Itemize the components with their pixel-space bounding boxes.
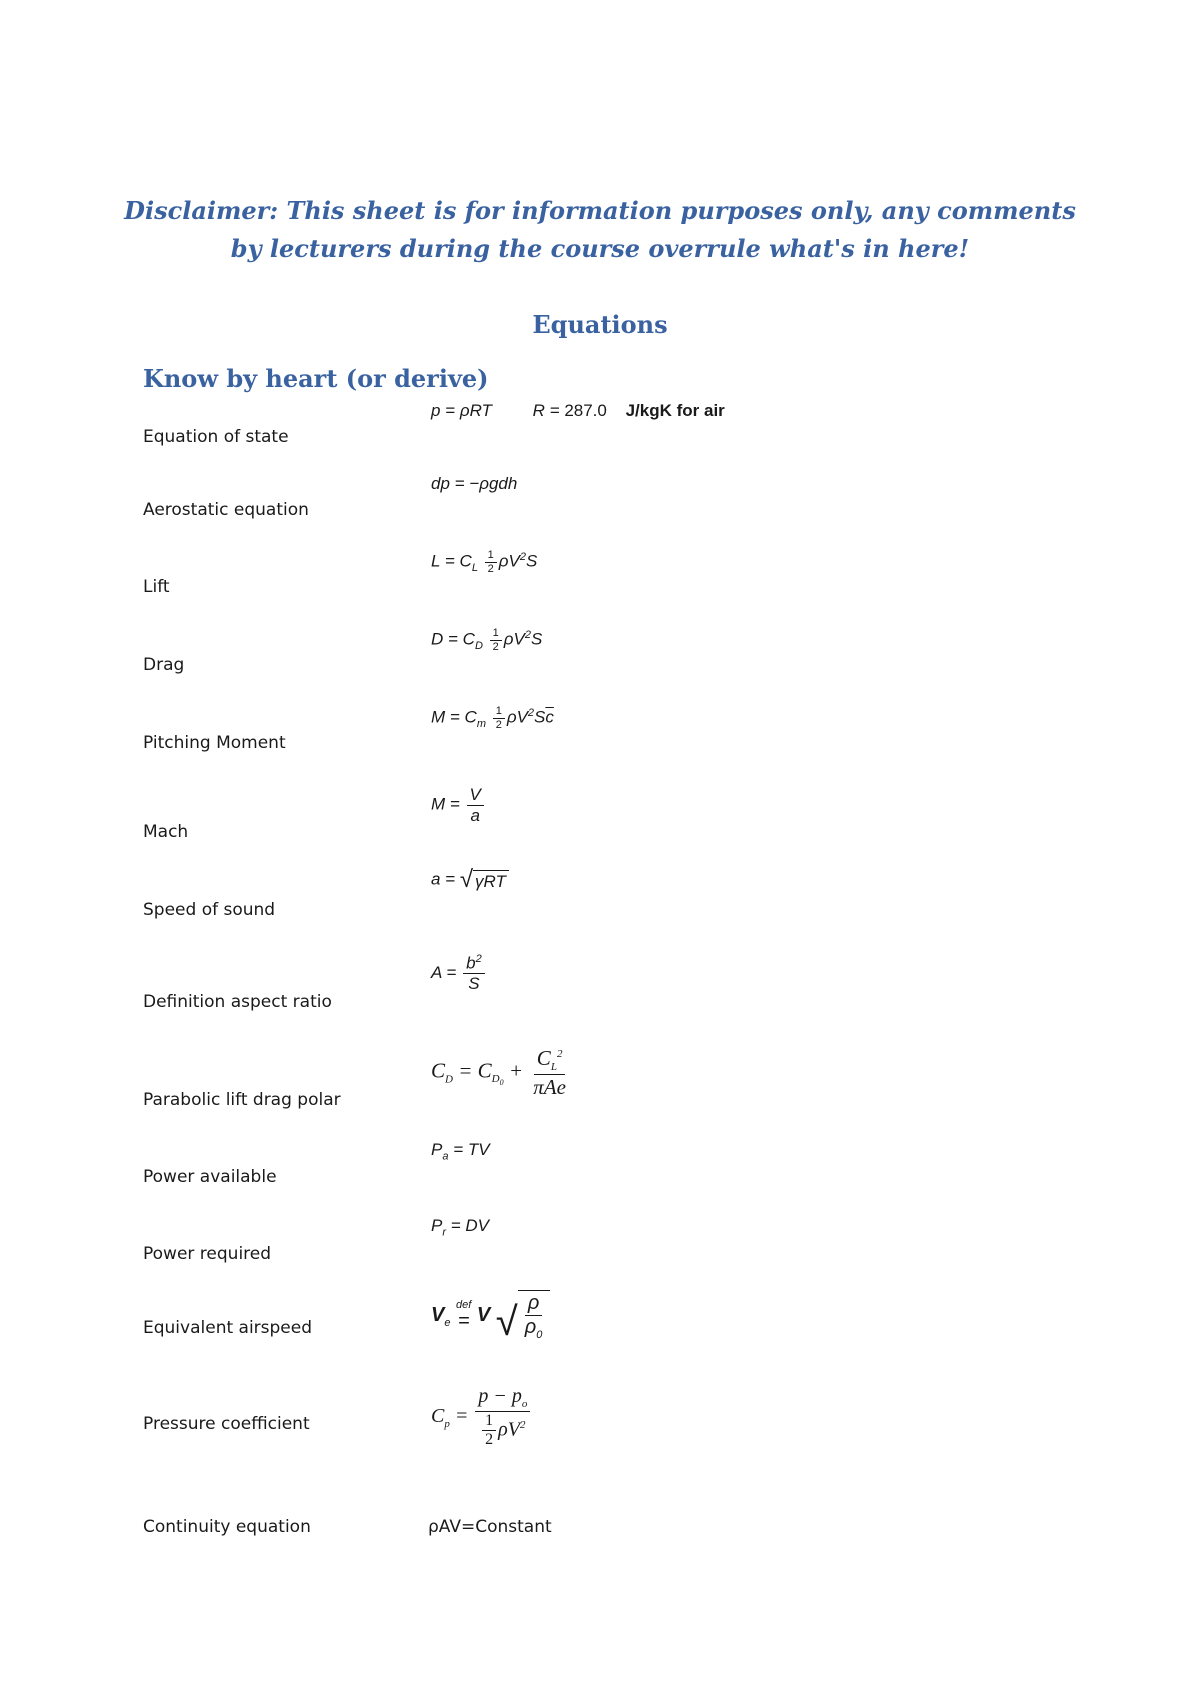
label-pitching-moment: Pitching Moment <box>143 733 286 753</box>
label-power-available: Power available <box>143 1167 277 1187</box>
equivalent-airspeed-equation: $V_e$ def = V √ $\frac{\rho}{\rho_0}$ <box>431 1290 550 1342</box>
aerostatic-equation: dp = −ρgdh <box>431 474 518 493</box>
continuity-equation: ρAV=Constant <box>428 1517 552 1537</box>
disclaimer-line-1: Disclaimer: This sheet is for information purposes only, any comments <box>124 196 1076 225</box>
aspect-ratio-equation: A = $\frac{b^2}{S}$ <box>431 953 487 994</box>
label-speed-of-sound: Speed of sound <box>143 900 276 920</box>
lift-drag-polar-equation: $C_D = C_{D_0}$ + $\frac{C_L^2}{\text{πAe}}$ <box>431 1046 566 1099</box>
label-aspect-ratio: Definition aspect ratio <box>143 992 332 1012</box>
label-aerostatic-equation: Aerostatic equation <box>143 500 309 520</box>
label-pressure-coefficient: Pressure coefficient <box>143 1414 310 1434</box>
label-equivalent-airspeed: Equivalent airspeed <box>143 1318 313 1338</box>
page-title: Equations <box>532 310 668 339</box>
label-power-required: Power required <box>143 1244 272 1264</box>
label-lift-drag-polar: Parabolic lift drag polar <box>143 1090 341 1110</box>
power-available-equation: $P_a$ = TV <box>431 1140 490 1163</box>
label-drag: Drag <box>143 655 185 675</box>
drag-equation: $D = C_D$ $\frac{1}{2}$ $\rho V^2S$ <box>431 627 543 653</box>
label-lift: Lift <box>143 577 170 597</box>
disclaimer-line-2: by lecturers during the course overrule what's in here! <box>230 234 970 263</box>
pressure-coefficient-equation: $C_p$ = $p - p_o$ $\frac{1}{2}$ $\rho V^2$ <box>431 1385 532 1449</box>
label-mach: Mach <box>143 822 189 842</box>
label-continuity-equation: Continuity equation <box>143 1517 311 1537</box>
speed-of-sound-equation: a = √ γRT <box>431 868 509 892</box>
equation-of-state: p = ρRT R = 287.0 J/kgK for air <box>431 401 725 420</box>
lift-equation: $L = C_L$ $\frac{1}{2}$ $\rho V^2S$ <box>431 549 538 575</box>
power-required-equation: $P_r$ = DV <box>431 1216 490 1239</box>
section-heading: Know by heart (or derive) <box>143 364 489 393</box>
mach-equation: M = $\frac{V}{a}$ <box>431 785 486 825</box>
label-equation-of-state: Equation of state <box>143 427 289 447</box>
pitching-moment-equation: $M = C_m$ $\frac{1}{2}$ $\rho V^2S\overline{c}$ <box>431 705 554 731</box>
